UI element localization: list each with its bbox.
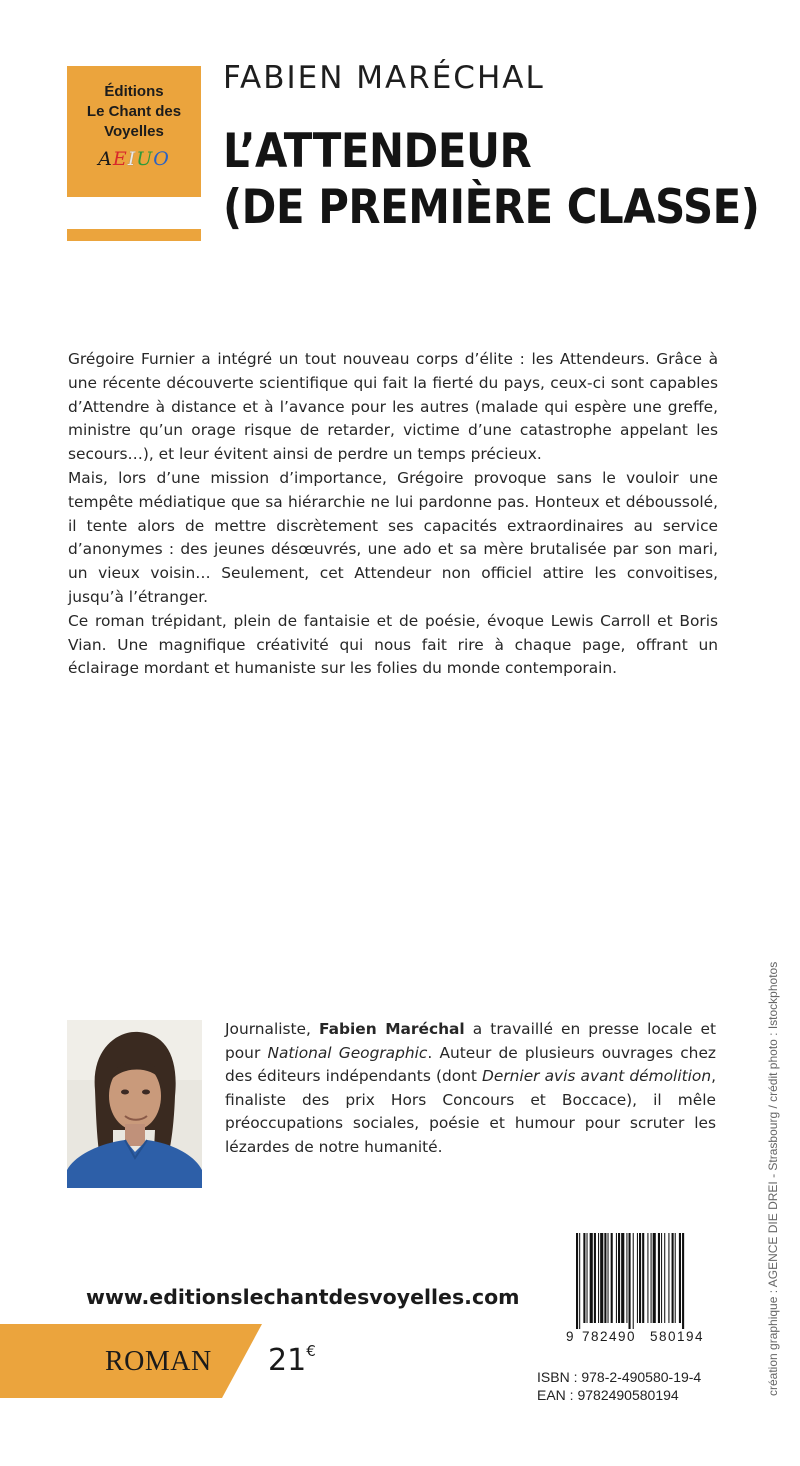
logo-vowel: U <box>136 148 154 170</box>
book-title-line2: (DE PREMIÈRE CLASSE) <box>223 180 760 235</box>
barcode-bar <box>633 1233 634 1329</box>
barcode-bar <box>682 1233 684 1329</box>
book-summary <box>68 348 718 681</box>
isbn-number: ISBN : 978-2-490580-19-4 <box>537 1369 702 1385</box>
logo-accent-bar <box>67 229 201 241</box>
logo-vowels <box>67 148 201 170</box>
barcode-bar <box>576 1233 578 1329</box>
bio-magazine: National Geographic <box>267 1043 428 1062</box>
barcode-digit-group2: 580194 <box>650 1329 705 1344</box>
barcode-bar <box>604 1233 606 1323</box>
publisher-logo <box>67 66 201 197</box>
barcode-bar <box>637 1233 638 1323</box>
logo-vowel: I <box>127 148 137 170</box>
author-bio <box>225 1018 716 1159</box>
bio-text: a travaillé en presse locale et pour <box>225 1020 716 1062</box>
summary-paragraph: Ce roman trépidant, plein de fantaisie et de poésie, évoque Lewis Carroll et Boris Vian. Une magnifique créativité qui nous fait rire à chaque page, offrant un éclairage mordant et humaniste sur les folies du monde contemporain. <box>68 611 718 678</box>
barcode-bar <box>583 1233 585 1323</box>
logo-text-line3: Voyelles <box>104 123 164 140</box>
barcode-bar <box>626 1233 627 1323</box>
logo-text-line1: Éditions <box>104 83 164 100</box>
barcode-digit-group1: 782490 <box>582 1329 637 1344</box>
barcode-bar <box>621 1233 624 1323</box>
barcode-bar <box>647 1233 648 1323</box>
publisher-website[interactable]: www.editionslechantdesvoyelles.com <box>86 1285 520 1309</box>
bio-text: Journaliste, <box>225 1020 319 1038</box>
barcode-bars <box>566 1233 717 1329</box>
barcode-bar <box>642 1233 644 1323</box>
barcode-bar <box>661 1233 662 1323</box>
bio-text: . Auteur de plusieurs ouvrages chez des éditeurs indépendants (dont <box>225 1043 716 1085</box>
bio-text: , finaliste des prix Hors Concours et Boccace), il mêle préoccupations sociales, poésie et humour pour scruter les lézardes de notre humanité. <box>225 1067 716 1156</box>
barcode-bar <box>616 1233 617 1323</box>
book-title <box>223 124 759 236</box>
barcode-bar <box>608 1233 609 1323</box>
logo-text-line2: Le Chant des <box>86 103 182 120</box>
author-photo <box>67 1020 202 1188</box>
barcode-bar <box>672 1233 674 1323</box>
barcode-bar <box>679 1233 681 1323</box>
price-amount: 21 <box>268 1343 307 1378</box>
barcode-bar <box>629 1233 631 1329</box>
genre-label: ROMAN <box>105 1346 212 1377</box>
barcode-bar <box>653 1233 656 1323</box>
author-portrait-image <box>67 1020 202 1188</box>
barcode-bar <box>594 1233 596 1323</box>
barcode-bar <box>587 1233 588 1323</box>
bio-book-title: Dernier avis avant démolition <box>482 1067 712 1085</box>
logo-vowel: E <box>112 148 128 170</box>
barcode-bar <box>668 1233 669 1323</box>
barcode-bar <box>639 1233 641 1323</box>
author-name: FABIEN MARÉCHAL <box>223 60 545 96</box>
isbn-block <box>537 1368 701 1404</box>
ean-number: EAN : 9782490580194 <box>537 1387 679 1403</box>
summary-paragraph: Mais, lors d’une mission d’importance, Grégoire provoque sans le vouloir une tempête médiatique que sa hiérarchie ne lui pardonne pas. Honteux et déboussolé, il tente alors de mettre discrètement ses capacités extraordinaires au service d’anonymes : des jeunes désœuvrés, une ado et sa mère brutalisée par son mari, un vieux voisin… Seulement, cet Attendeur non officiel attire les convoitises, jusqu’à l’étranger. <box>68 468 718 606</box>
barcode-bar <box>651 1233 652 1323</box>
barcode-bar <box>658 1233 660 1323</box>
barcode-bar <box>675 1233 676 1323</box>
barcode-digit-first: 9 <box>566 1329 574 1344</box>
barcode-bar <box>600 1233 603 1323</box>
barcode-bar <box>598 1233 599 1323</box>
book-title-line1: L’ATTENDEUR <box>223 124 532 179</box>
barcode-bar <box>618 1233 620 1323</box>
price-currency: € <box>306 1342 316 1360</box>
barcode-bar <box>611 1233 613 1323</box>
barcode-bar <box>579 1233 580 1329</box>
logo-vowel: O <box>153 148 170 170</box>
bio-author-name: Fabien Maréchal <box>319 1020 465 1038</box>
barcode-bar <box>590 1233 593 1323</box>
price <box>268 1342 316 1378</box>
summary-paragraph: Grégoire Furnier a intégré un tout nouveau corps d’élite : les Attendeurs. Grâce à une récente découverte scientifique qui fait la fierté du pays, ceux-ci sont capables d’Attendre à distance et à l’avance pour les autres (malade qui espère une greffe, ministre qu’un orage risque de retarder, victime d’une catastrophe appelant les secours…), et leur évitent ainsi de perdre un temps précieux. <box>68 350 718 464</box>
barcode-bar <box>664 1233 665 1323</box>
design-photo-credit: création graphique : AGENCE DIE DREI - Strasbourg / crédit photo : Istockphotos <box>766 961 780 1396</box>
logo-vowel: A <box>98 148 113 170</box>
